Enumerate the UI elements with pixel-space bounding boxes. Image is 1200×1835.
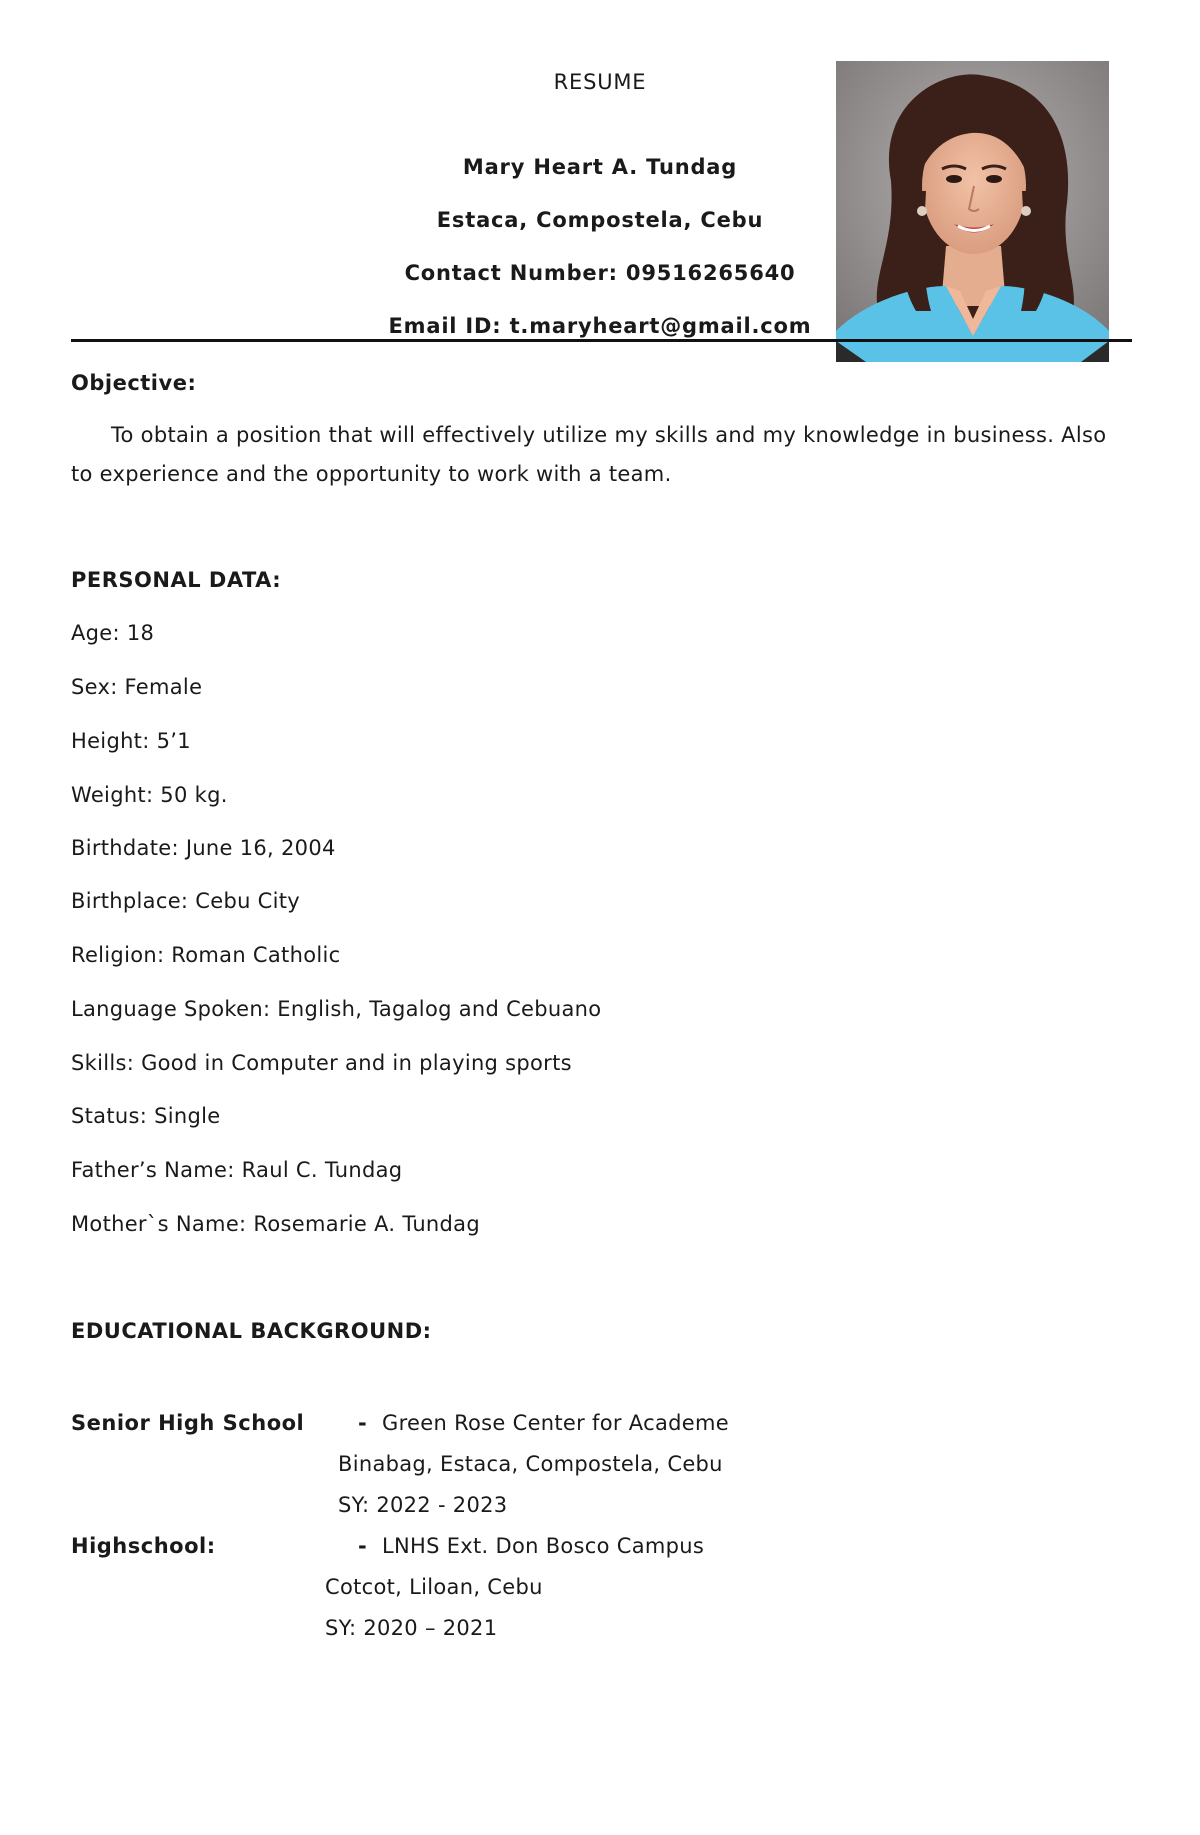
education-address-senior-high: Binabag, Estaca, Compostela, Cebu	[338, 1452, 723, 1476]
personal-field-height: Height: 5’1	[71, 729, 191, 753]
personal-data-heading: PERSONAL DATA:	[71, 568, 282, 592]
personal-field-religion: Religion: Roman Catholic	[71, 943, 341, 967]
education-address-highschool: Cotcot, Liloan, Cebu	[325, 1575, 543, 1599]
personal-field-birthplace: Birthplace: Cebu City	[71, 889, 301, 913]
personal-field-skills: Skills: Good in Computer and in playing sports	[71, 1051, 572, 1075]
education-level-highschool: Highschool:	[71, 1534, 216, 1558]
education-dash: -	[358, 1411, 368, 1435]
objective-text	[71, 416, 1131, 494]
education-school-name: Green Rose Center for Academe	[382, 1411, 729, 1435]
applicant-address: Estaca, Compostela, Cebu	[436, 208, 764, 232]
education-level-senior-high: Senior High School	[71, 1411, 305, 1435]
personal-field-mother: Mother`s Name: Rosemarie A. Tundag	[71, 1212, 480, 1236]
education-school-senior-high	[358, 1411, 729, 1435]
objective-heading: Objective:	[71, 371, 197, 395]
contact-number: Contact Number: 09516265640	[404, 261, 796, 285]
objective-text-body: To obtain a position that will effectively utilize my skills and my knowledge in business. Also to experience and the opportunity to work with a team.	[71, 423, 1107, 486]
portrait-photo	[836, 61, 1109, 362]
personal-field-status: Status: Single	[71, 1104, 221, 1128]
education-school-name: LNHS Ext. Don Bosco Campus	[382, 1534, 705, 1558]
education-dash: -	[358, 1534, 368, 1558]
education-heading: EDUCATIONAL BACKGROUND:	[71, 1319, 432, 1343]
education-year-highschool: SY: 2020 – 2021	[325, 1616, 498, 1640]
personal-field-age: Age: 18	[71, 621, 155, 645]
header-divider	[71, 339, 1132, 342]
resume-title: RESUME	[553, 70, 647, 94]
education-year-senior-high: SY: 2022 - 2023	[338, 1493, 508, 1517]
personal-field-father: Father’s Name: Raul C. Tundag	[71, 1158, 403, 1182]
personal-field-weight: Weight: 50 kg.	[71, 783, 228, 807]
personal-field-sex: Sex: Female	[71, 675, 203, 699]
email-address: Email ID: t.maryheart@gmail.com	[388, 314, 812, 338]
applicant-name: Mary Heart A. Tundag	[462, 155, 738, 179]
education-school-highschool	[358, 1534, 704, 1558]
personal-field-birthdate: Birthdate: June 16, 2004	[71, 836, 336, 860]
personal-field-language: Language Spoken: English, Tagalog and Cebuano	[71, 997, 602, 1021]
